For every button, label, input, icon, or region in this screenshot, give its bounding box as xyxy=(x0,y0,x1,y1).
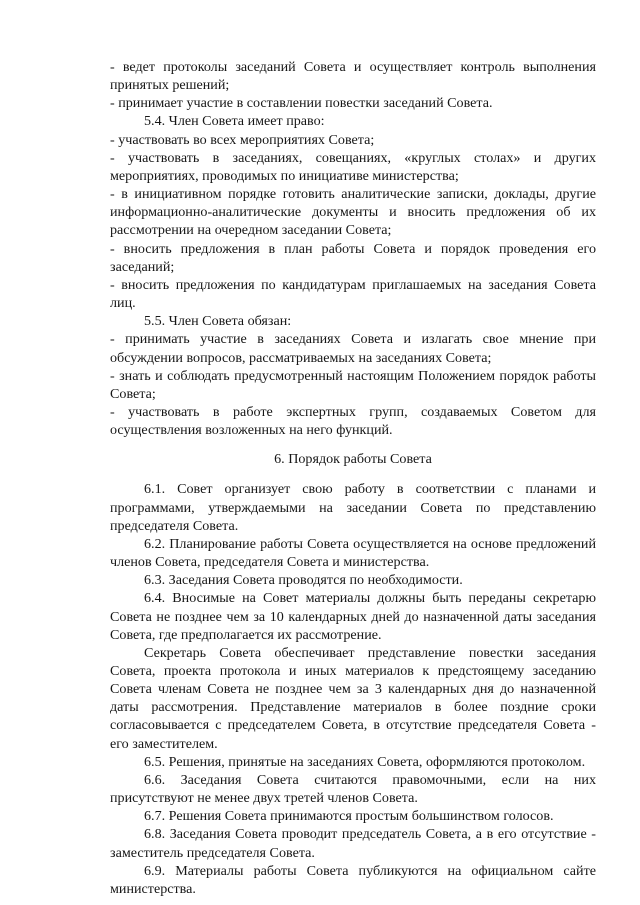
paragraph: - вносить предложения по кандидатурам приглашаемых на заседания Совета лиц. xyxy=(110,276,596,312)
paragraph: - участвовать в заседаниях, совещаниях, «круглых столах» и других мероприятиях, проводимых по инициативе министерства; xyxy=(110,149,596,184)
paragraph: 6.5. Решения, принятые на заседаниях Совета, оформляются протоколом. xyxy=(144,753,586,770)
paragraph: - вносить предложения в план работы Совета и порядок проведения его заседаний; xyxy=(110,240,596,275)
paragraph: - участвовать во всех мероприятиях Совета; xyxy=(110,131,375,148)
paragraph: - в инициативном порядке готовить аналитические записки, доклады, другие информационно-аналитические документы и вносить предложения об их рассмотрении на очередном заседании Совета; xyxy=(110,186,596,239)
document-body xyxy=(110,58,596,898)
section-5-continuation xyxy=(110,58,596,439)
paragraph: 6.9. Материалы работы Совета публикуются на официальном сайте министерства. xyxy=(110,862,596,897)
paragraph: 6.8. Заседания Совета проводит председатель Совета, а в его отсутствие - заместитель председателя Совета. xyxy=(110,826,596,861)
paragraph: 5.4. Член Совета имеет право: xyxy=(144,113,325,130)
paragraph: 6.6. Заседания Совета считаются правомочными, если на них присутствуют не менее двух третей членов Совета. xyxy=(110,771,596,807)
paragraph: Секретарь Совета обеспечивает представление повестки заседания Совета, проекта протокола и иных материалов к предстоящему заседанию Совета членам Совета не позднее чем за 3 календарных дня до назначенной даты рассмотрения. Представление материалов в более поздние сроки согласовывается с председателем Совета, в отсутствие председателя Совета - его заместителем. xyxy=(110,644,596,752)
paragraph: - ведет протоколы заседаний Совета и осуществляет контроль выполнения принятых решений; xyxy=(110,59,596,94)
section-heading: 6. Порядок работы Совета xyxy=(274,451,432,468)
paragraph: 6.4. Вносимые на Совет материалы должны быть переданы секретарю Совета не позднее чем за 10 календарных дней до назначенной даты заседания Совета, где предполагается их рассмотрение. xyxy=(110,590,596,643)
paragraph: - принимает участие в составлении повестки заседаний Совета. xyxy=(110,95,493,112)
paragraph: 6.3. Заседания Совета проводятся по необходимости. xyxy=(144,572,463,589)
paragraph: 6.7. Решения Совета принимаются простым большинством голосов. xyxy=(144,808,554,825)
paragraph: - участвовать в работе экспертных групп, создаваемых Советом для осуществления возложенных на него функций. xyxy=(110,403,596,439)
section-6-body xyxy=(110,480,596,898)
paragraph: 6.2. Планирование работы Совета осуществляется на основе предложений членов Совета, председателя Совета и министерства. xyxy=(110,535,596,571)
paragraph: 6.1. Совет организует свою работу в соответствии с планами и программами, утверждаемыми на заседании Совета по представлению председателя Совета. xyxy=(110,481,596,534)
paragraph: - знать и соблюдать предусмотренный настоящим Положением порядок работы Совета; xyxy=(110,367,596,402)
paragraph: 5.5. Член Совета обязан: xyxy=(144,313,292,330)
paragraph: - принимать участие в заседаниях Совета и излагать свое мнение при обсуждении вопросов, рассматриваемых на заседаниях Совета; xyxy=(110,331,596,366)
